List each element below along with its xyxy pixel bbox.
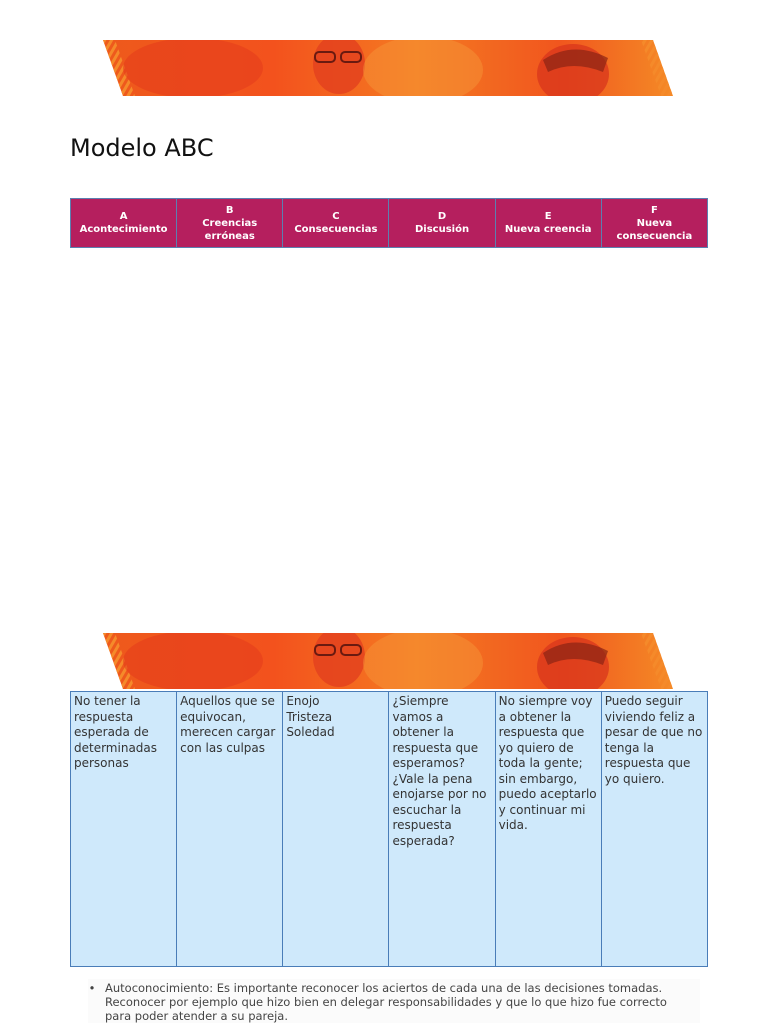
table-row — [71, 692, 708, 967]
consequence-item: Tristeza — [286, 709, 333, 724]
column-header-d — [389, 199, 495, 248]
column-label: Nueva creencia — [504, 224, 592, 235]
column-label: Consecuencias — [294, 224, 378, 235]
cell-consecuencias — [283, 692, 389, 967]
note-text: Autoconocimiento: Es importante reconocer los aciertos de cada una de las decisiones tomadas. Reconocer por ejemplo que hizo bien en delegar responsabilidades y que lo que hizo fue correcto para poder atender a su pareja. — [105, 981, 667, 1023]
column-letter: C — [332, 211, 340, 222]
cell-nueva-creencia: No siempre voy a obtener la respuesta que yo quiero de toda la gente; sin embargo, puedo aceptarlo y continuar mi vida. — [495, 692, 601, 967]
page-title: Modelo ABC — [70, 134, 214, 162]
column-letter: A — [119, 211, 128, 222]
consequence-item: Soledad — [286, 725, 335, 739]
column-letter: F — [650, 204, 658, 216]
cell-nueva-consecuencia: Puedo seguir viviendo feliz a pesar de que no tenga la respuesta que yo quiero. — [601, 692, 707, 967]
note-list-item — [88, 979, 700, 1023]
column-header-c — [283, 199, 389, 248]
cell-creencias-erroneas: Aquellos que se equivocan, merecen cargar con las culpas — [177, 692, 283, 967]
column-label: Discusión — [414, 224, 470, 235]
consequence-item: Enojo — [286, 694, 320, 708]
column-header-f — [601, 199, 707, 248]
column-letter: B — [225, 204, 234, 216]
abc-header-table — [70, 198, 708, 248]
cell-acontecimiento: No tener la respuesta esperada de determinadas personas — [71, 692, 177, 967]
column-header-e — [495, 199, 601, 248]
column-header-a — [71, 199, 177, 248]
column-letter: E — [544, 211, 552, 222]
section-banner-image — [103, 633, 673, 689]
header-banner-image — [103, 40, 673, 96]
column-header-b — [177, 199, 283, 248]
column-label: Nueva consecuencia — [616, 217, 693, 242]
column-letter: D — [437, 211, 447, 222]
bullet-icon: • — [88, 981, 96, 995]
cell-discusion: ¿Siempre vamos a obtener la respuesta que esperamos? ¿Vale la pena enojarse por no escuchar la respuesta esperada? — [389, 692, 495, 967]
column-label: Acontecimiento — [79, 224, 168, 235]
column-label: Creencias erróneas — [202, 217, 258, 242]
abc-content-table — [70, 691, 708, 967]
